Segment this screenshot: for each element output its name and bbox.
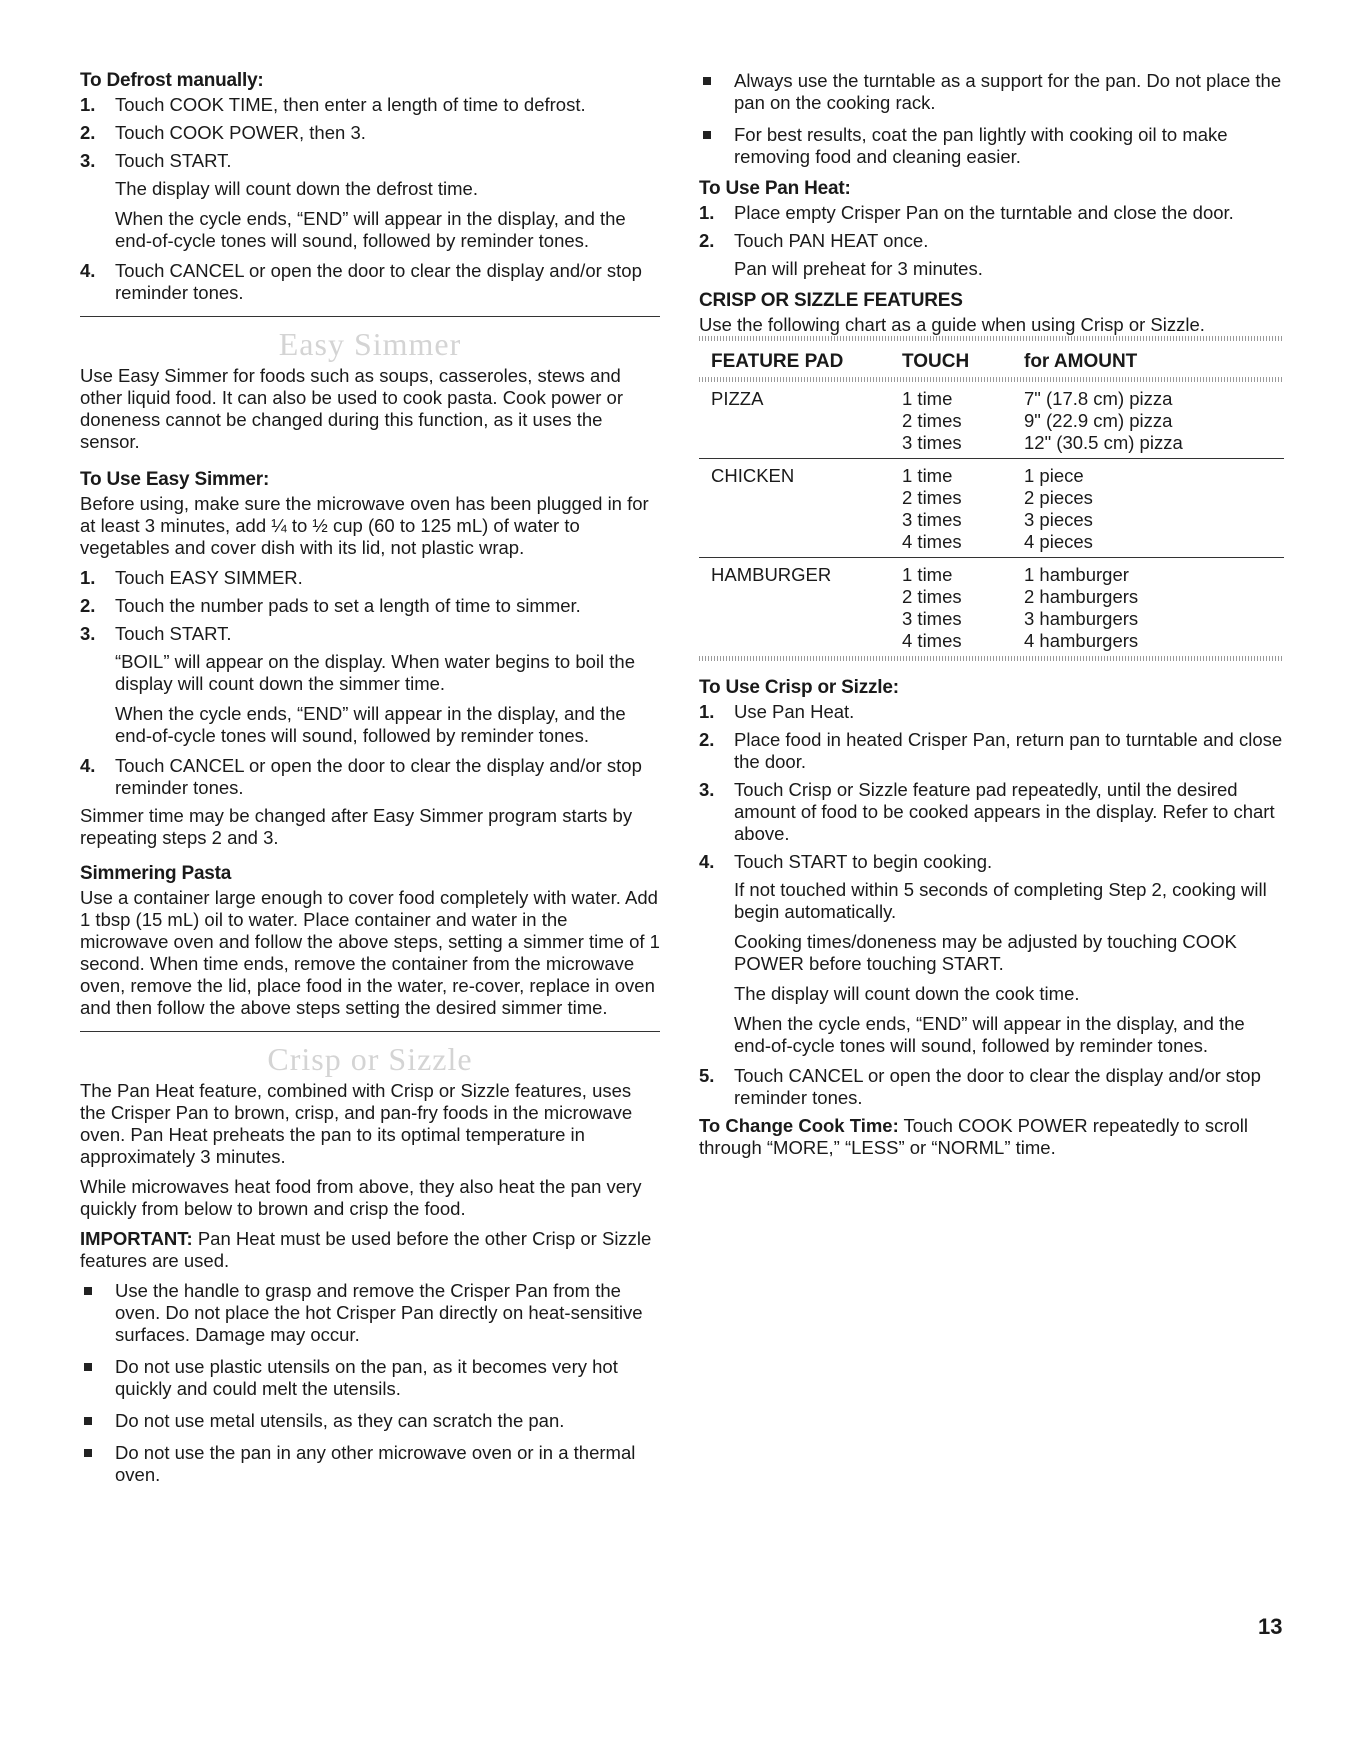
section-title-crisp-or-sizzle: Crisp or Sizzle bbox=[267, 1041, 473, 1077]
list-item: For best results, coat the pan lightly with cooking oil to make removing food and cleaning easier. bbox=[699, 124, 1284, 168]
crisp-para2: While microwaves heat food from above, they also heat the pan very quickly from below to brown and crisp the food. bbox=[80, 1176, 642, 1219]
list-item: 1. Place empty Crisper Pan on the turntable and close the door. bbox=[699, 202, 1234, 223]
use-crisp-steps bbox=[699, 701, 1284, 873]
pan-heat-steps bbox=[699, 202, 1284, 252]
table-row: PIZZA 1 time 2 times 3 times 7" (17.8 cm) pizza 9" (22.9 cm) pizza 12" (30.5 cm) pizza bbox=[711, 388, 1183, 453]
easy-simmer-before: Before using, make sure the microwave oven has been plugged in for at least 3 minutes, add ¼ to ½ cup (60 to 125 mL) of water to vegetables and cover dish with its lid, not plastic wrap. bbox=[80, 493, 649, 558]
crisp-bullets bbox=[80, 1280, 660, 1486]
features-heading: CRISP OR SIZZLE FEATURES bbox=[699, 290, 963, 311]
column-header: FEATURE PAD bbox=[711, 351, 844, 372]
list-item: 2. Touch COOK POWER, then 3. bbox=[80, 122, 366, 143]
bullet-icon bbox=[703, 77, 711, 85]
list-item: 2. Touch PAN HEAT once. bbox=[699, 230, 929, 251]
divider bbox=[80, 1031, 660, 1032]
easy-simmer-after: Simmer time may be changed after Easy Simmer program starts by repeating steps 2 and 3. bbox=[80, 805, 633, 848]
list-item: 3. Touch Crisp or Sizzle feature pad repeatedly, until the desired amount of food to be cooked appears in the display. Refer to chart above. bbox=[699, 779, 1275, 844]
list-item: 3. Touch START. bbox=[80, 150, 232, 171]
easy-simmer-heading: To Use Easy Simmer: bbox=[80, 469, 270, 490]
use-crisp-note: Cooking times/doneness may be adjusted by touching COOK POWER before touching START. bbox=[734, 931, 1237, 974]
crisp-intro: The Pan Heat feature, combined with Crisp or Sizzle features, uses the Crisper Pan to brown, crisp, and pan-fry foods in the microwave oven. Pan Heat preheats the pan to its optimal temperature in approximately 3 minutes. bbox=[80, 1080, 633, 1167]
list-item: 5. Touch CANCEL or open the door to clear the display and/or stop reminder tones. bbox=[699, 1065, 1261, 1108]
divider bbox=[80, 316, 660, 317]
list-item: 4. Touch START to begin cooking. bbox=[699, 851, 993, 872]
bullet-icon bbox=[84, 1449, 92, 1457]
list-item: Do not use the pan in any other microwave oven or in a thermal oven. bbox=[80, 1442, 660, 1486]
dotted-divider bbox=[699, 656, 1284, 661]
use-crisp-note: The display will count down the cook time. bbox=[734, 983, 1080, 1004]
defrost-note: When the cycle ends, “END” will appear in the display, and the end-of-cycle tones will sound, followed by reminder tones. bbox=[115, 208, 626, 251]
crisp-bullets-continued bbox=[699, 70, 1284, 168]
list-item: 2. Touch the number pads to set a length of time to simmer. bbox=[80, 595, 581, 616]
bullet-icon bbox=[84, 1287, 92, 1295]
defrost-steps bbox=[80, 94, 660, 172]
right-column bbox=[699, 70, 1284, 1167]
list-item: 4. Touch CANCEL or open the door to clear the display and/or stop reminder tones. bbox=[80, 260, 642, 303]
list-item: Always use the turntable as a support for the pan. Do not place the pan on the cooking rack. bbox=[699, 70, 1284, 114]
list-item: 1. Use Pan Heat. bbox=[699, 701, 855, 722]
easy-simmer-steps bbox=[80, 567, 660, 645]
dotted-divider bbox=[699, 336, 1284, 341]
section-title-easy-simmer: Easy Simmer bbox=[278, 326, 462, 362]
pan-heat-heading: To Use Pan Heat: bbox=[699, 178, 851, 199]
list-item: Do not use metal utensils, as they can scratch the pan. bbox=[80, 1410, 660, 1432]
pasta-heading: Simmering Pasta bbox=[80, 863, 232, 884]
pan-heat-note: Pan will preheat for 3 minutes. bbox=[734, 258, 983, 279]
pasta-text: Use a container large enough to cover food completely with water. Add 1 tbsp (15 mL) oil to water. Place container and water in the microwave oven and follow the above steps, setting a simmer time of 1 second. When time ends, remove the container from the microwave oven, remove the lid, place food in the water, re-cover, replace in oven and then follow the above steps setting the desired simmer time. bbox=[80, 887, 660, 1018]
easy-simmer-note: “BOIL” will appear on the display. When water begins to boil the display will count down the simmer time. bbox=[115, 651, 635, 694]
defrost-heading: To Defrost manually: bbox=[80, 70, 264, 91]
list-item: 3. Touch START. bbox=[80, 623, 232, 644]
easy-simmer-note: When the cycle ends, “END” will appear in the display, and the end-of-cycle tones will sound, followed by reminder tones. bbox=[115, 703, 626, 746]
page-number: 13 bbox=[1258, 1614, 1283, 1639]
table-row: CHICKEN 1 time 2 times 3 times 4 times 1 piece 2 pieces 3 pieces 4 pieces bbox=[699, 459, 1284, 558]
use-crisp-note: If not touched within 5 seconds of completing Step 2, cooking will begin automatically. bbox=[734, 879, 1267, 922]
list-item: 1. Touch EASY SIMMER. bbox=[80, 567, 303, 588]
column-header: for AMOUNT bbox=[1024, 351, 1138, 372]
bullet-icon bbox=[703, 131, 711, 139]
bullet-icon bbox=[84, 1417, 92, 1425]
easy-simmer-intro: Use Easy Simmer for foods such as soups, casseroles, stews and other liquid food. It can also be used to cook pasta. Cook power or doneness cannot be changed during this function, as it uses the sensor. bbox=[80, 365, 623, 452]
list-item: 1. Touch COOK TIME, then enter a length of time to defrost. bbox=[80, 94, 586, 115]
use-crisp-heading: To Use Crisp or Sizzle: bbox=[699, 677, 899, 698]
features-table bbox=[699, 347, 1284, 661]
change-cook-time: To Change Cook Time: Touch COOK POWER repeatedly to scroll through “MORE,” “LESS” or “NORML” time. bbox=[699, 1115, 1248, 1158]
important-note: IMPORTANT: Pan Heat must be used before the other Crisp or Sizzle features are used. bbox=[80, 1228, 652, 1271]
list-item: Use the handle to grasp and remove the Crisper Pan from the oven. Do not place the hot Crisper Pan directly on heat-sensitive surfaces. Damage may occur. bbox=[80, 1280, 660, 1346]
table-row: HAMBURGER 1 time 2 times 3 times 4 times 1 hamburger 2 hamburgers 3 hamburgers 4 hamburgers bbox=[699, 558, 1284, 657]
column-header: TOUCH bbox=[902, 351, 970, 372]
use-crisp-note: When the cycle ends, “END” will appear in the display, and the end-of-cycle tones will sound, followed by reminder tones. bbox=[734, 1013, 1245, 1056]
list-item: Do not use plastic utensils on the pan, as it becomes very hot quickly and could melt the utensils. bbox=[80, 1356, 660, 1400]
list-item: 2. Place food in heated Crisper Pan, return pan to turntable and close the door. bbox=[699, 729, 1283, 772]
features-intro: Use the following chart as a guide when using Crisp or Sizzle. bbox=[699, 314, 1205, 335]
defrost-note: The display will count down the defrost time. bbox=[115, 178, 478, 199]
left-column bbox=[80, 70, 660, 1496]
bullet-icon bbox=[84, 1363, 92, 1371]
list-item: 4. Touch CANCEL or open the door to clear the display and/or stop reminder tones. bbox=[80, 755, 642, 798]
